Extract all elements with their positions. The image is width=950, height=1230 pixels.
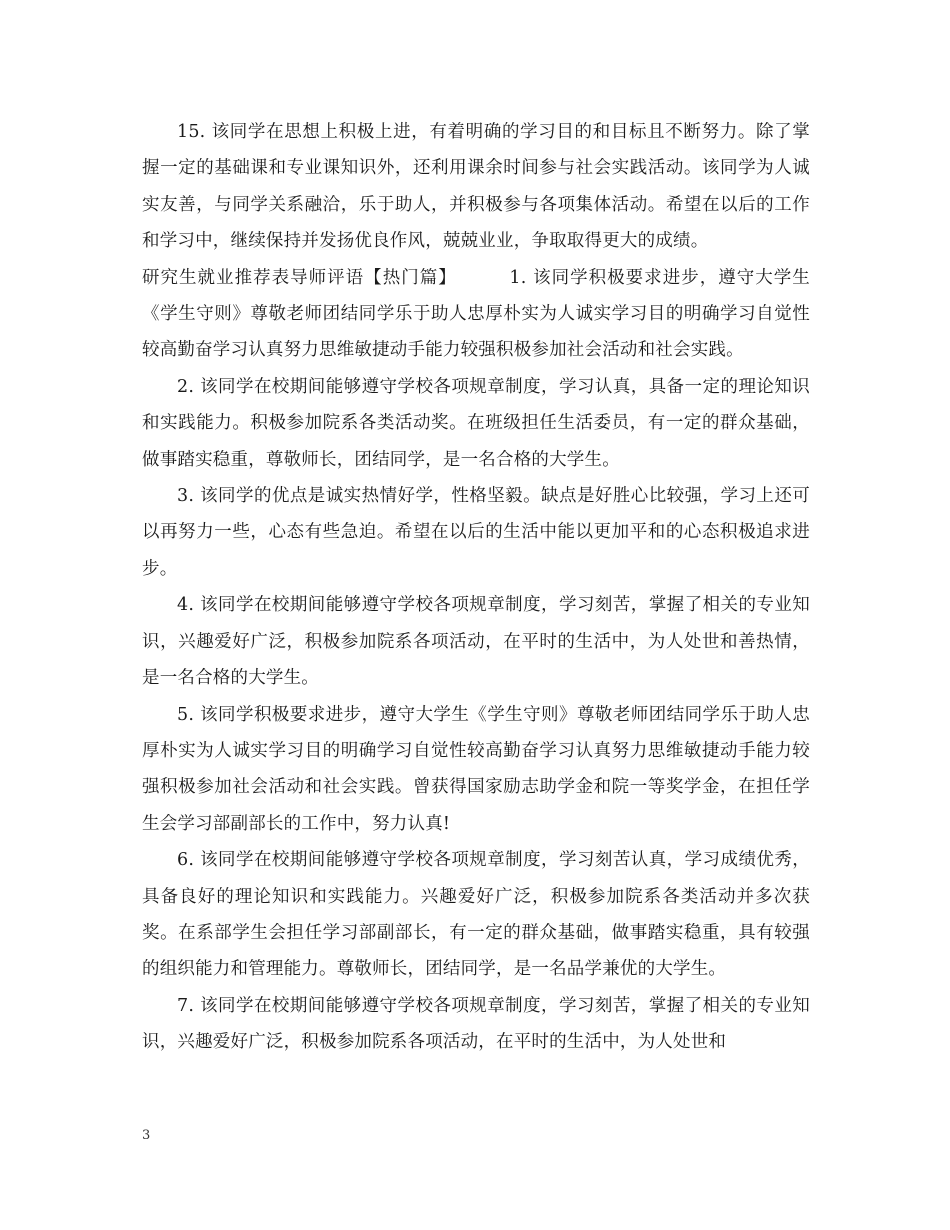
paragraph-7: 7. 该同学在校期间能够遵守学校各项规章制度，学习刻苦，掌握了相关的专业知识，兴趣爱好广泛，积极参加院系各项活动，在平时的生活中，为人处世和 <box>142 995 810 1053</box>
paragraph-15: 15. 该同学在思想上积极上进，有着明确的学习目的和目标且不断努力。除了掌握一定的基础课和专业课知识外，还利用课余时间参与社会实践活动。该同学为人诚实友善，与同学关系融洽，乐于助人，并积极参与各项集体活动。希望在以后的工作和学习中，继续保持并发扬优良作风，兢兢业业，争取取得更大的成绩。 <box>142 122 810 252</box>
paragraph-6: 6. 该同学在校期间能够遵守学校各项规章制度，学习刻苦认真，学习成绩优秀，具备良好的理论知识和实践能力。兴趣爱好广泛，积极参加院系各类活动并多次获奖。在系部学生会担任学习部副部长，有一定的群众基础，做事踏实稳重，具有较强的组织能力和管理能力。尊敬师长，团结同学，是一名品学兼优的大学生。 <box>142 850 810 980</box>
page-number: 3 <box>142 1128 151 1143</box>
paragraph-3: 3. 该同学的优点是诚实热情好学，性格坚毅。缺点是好胜心比较强，学习上还可以再努力一些，心态有些急迫。希望在以后的生活中能以更加平和的心态积极追求进步。 <box>142 486 810 579</box>
heading-gap <box>457 268 510 288</box>
section-heading: 研究生就业推荐表导师评语【热门篇】 <box>142 267 457 288</box>
paragraph-5: 5. 该同学积极要求进步，遵守大学生《学生守则》尊敬老师团结同学乐于助人忠厚朴实为人诚实学习目的明确学习自觉性较高勤奋学习认真努力思维敏捷动手能力较强积极参加社会活动和社会实践。曾获得国家励志助学金和院一等奖学金，在担任学生会学习部副部长的工作中，努力认真! <box>142 704 810 834</box>
paragraph-heading-1 <box>142 260 810 369</box>
paragraph-2: 2. 该同学在校期间能够遵守学校各项规章制度，学习认真，具备一定的理论知识和实践能力。积极参加院系各类活动奖。在班级担任生活委员，有一定的群众基础，做事踏实稳重，尊敬师长，团结同学，是一名合格的大学生。 <box>142 376 810 470</box>
paragraph-4: 4. 该同学在校期间能够遵守学校各项规章制度，学习刻苦，掌握了相关的专业知识，兴趣爱好广泛，积极参加院系各项活动，在平时的生活中，为人处世和善热情，是一名合格的大学生。 <box>142 595 810 689</box>
paragraph-1-text: 1. 该同学积极要求进步，遵守大学生《学生守则》尊敬老师团结同学乐于助人忠厚朴实为人诚实学习目的明确学习自觉性较高勤奋学习认真努力思维敏捷动手能力较强积极参加社会活动和社会实践。 <box>142 267 810 361</box>
document-body <box>142 114 810 1061</box>
